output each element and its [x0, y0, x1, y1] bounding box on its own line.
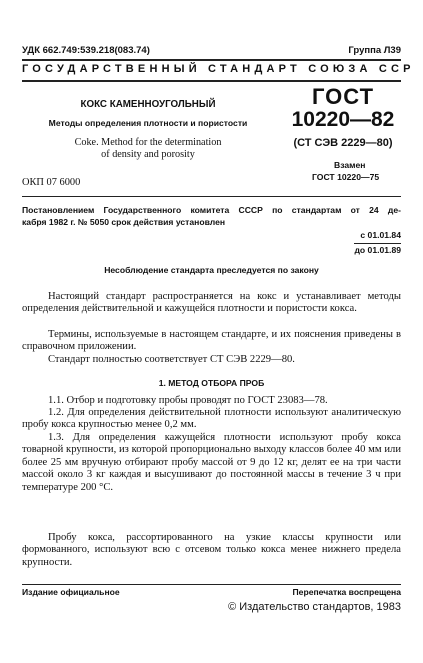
clause-1-2: 1.2. Для определения действительной плотности используют аналитическую пробу кокса крупностью менее 0,2 мм. — [22, 407, 401, 431]
english-title-line1: Coke. Method for the determination — [74, 137, 222, 148]
udk-code: УДК 662.749:539.218(083.74) — [22, 45, 150, 56]
clause-1-1: 1.1. Отбор и подготовку пробы проводят по ГОСТ 23083—78. — [48, 395, 328, 406]
document-subtitle: Методы определения плотности и пористости — [48, 118, 248, 128]
clause-1-3-continued: Пробу кокса, рассортированного на узкие классы крупности или формованного, используют всю с отсевом только кокса менее нижнего предела крупности. — [22, 532, 401, 568]
top-rule — [22, 59, 401, 61]
clause-1-3: 1.3. Для определения кажущейся плотности используют пробу кокса товарной крупности, из которой пропорционально выходу классов более 40 мм или более 25 мм вручную отбирают пробу массой от 9 до 12 кг, делят ее на три части массой около 3 кг каждая и высушивают до постоянной массы в течение 3 ч при температуре 200 °С. — [22, 432, 401, 493]
reprint-notice: Перепечатка воспрещена — [292, 587, 401, 597]
copyright-notice: © Издательство стандартов, 1983 — [228, 601, 401, 613]
gost-number: 10220—82 — [291, 108, 395, 131]
footer-rule — [22, 584, 401, 585]
official-edition-label: Издание официальное — [22, 587, 120, 597]
intro-paragraph-1: Настоящий стандарт распространяется на кокс и устанавливает методы определения действительной и кажущейся плотности и пористости кокса. — [22, 291, 401, 315]
replaces-label: Взамен — [334, 160, 366, 170]
document-title: КОКС КАМЕННОУГОЛЬНЫЙ — [80, 99, 216, 110]
legal-warning: Несоблюдение стандарта преследуется по закону — [104, 265, 319, 275]
intro-paragraph-2: Термины, используемые в настоящем стандарте, и их пояснения приведены в справочном приложении. — [22, 329, 401, 353]
validity-from: с 01.01.84 — [360, 230, 401, 240]
decree-line1: Постановлением Государственного комитета СССР по стандартам от 24 де- — [22, 205, 401, 215]
intro-paragraph-3: Стандарт полностью соответствует СТ СЭВ 2229—80. — [48, 354, 295, 365]
banner-rule — [22, 80, 401, 82]
gost-label: ГОСТ — [311, 84, 375, 109]
title-rule — [22, 196, 401, 197]
decree-line2: кабря 1982 г. № 5050 срок действия установлен — [22, 217, 226, 227]
english-title-line2: of density and porosity — [101, 149, 195, 160]
st-sev-reference: (СТ СЭВ 2229—80) — [293, 137, 393, 149]
group-code: Группа Л39 — [348, 45, 401, 56]
section-heading: 1. МЕТОД ОТБОРА ПРОБ — [158, 378, 265, 388]
replaces-value: ГОСТ 10220—75 — [312, 172, 380, 182]
validity-to: до 01.01.89 — [354, 245, 401, 255]
okp-code: ОКП 07 6000 — [22, 177, 81, 188]
state-standard-banner: ГОСУДАРСТВЕННЫЙ СТАНДАРТ СОЮЗА ССР — [22, 63, 415, 75]
